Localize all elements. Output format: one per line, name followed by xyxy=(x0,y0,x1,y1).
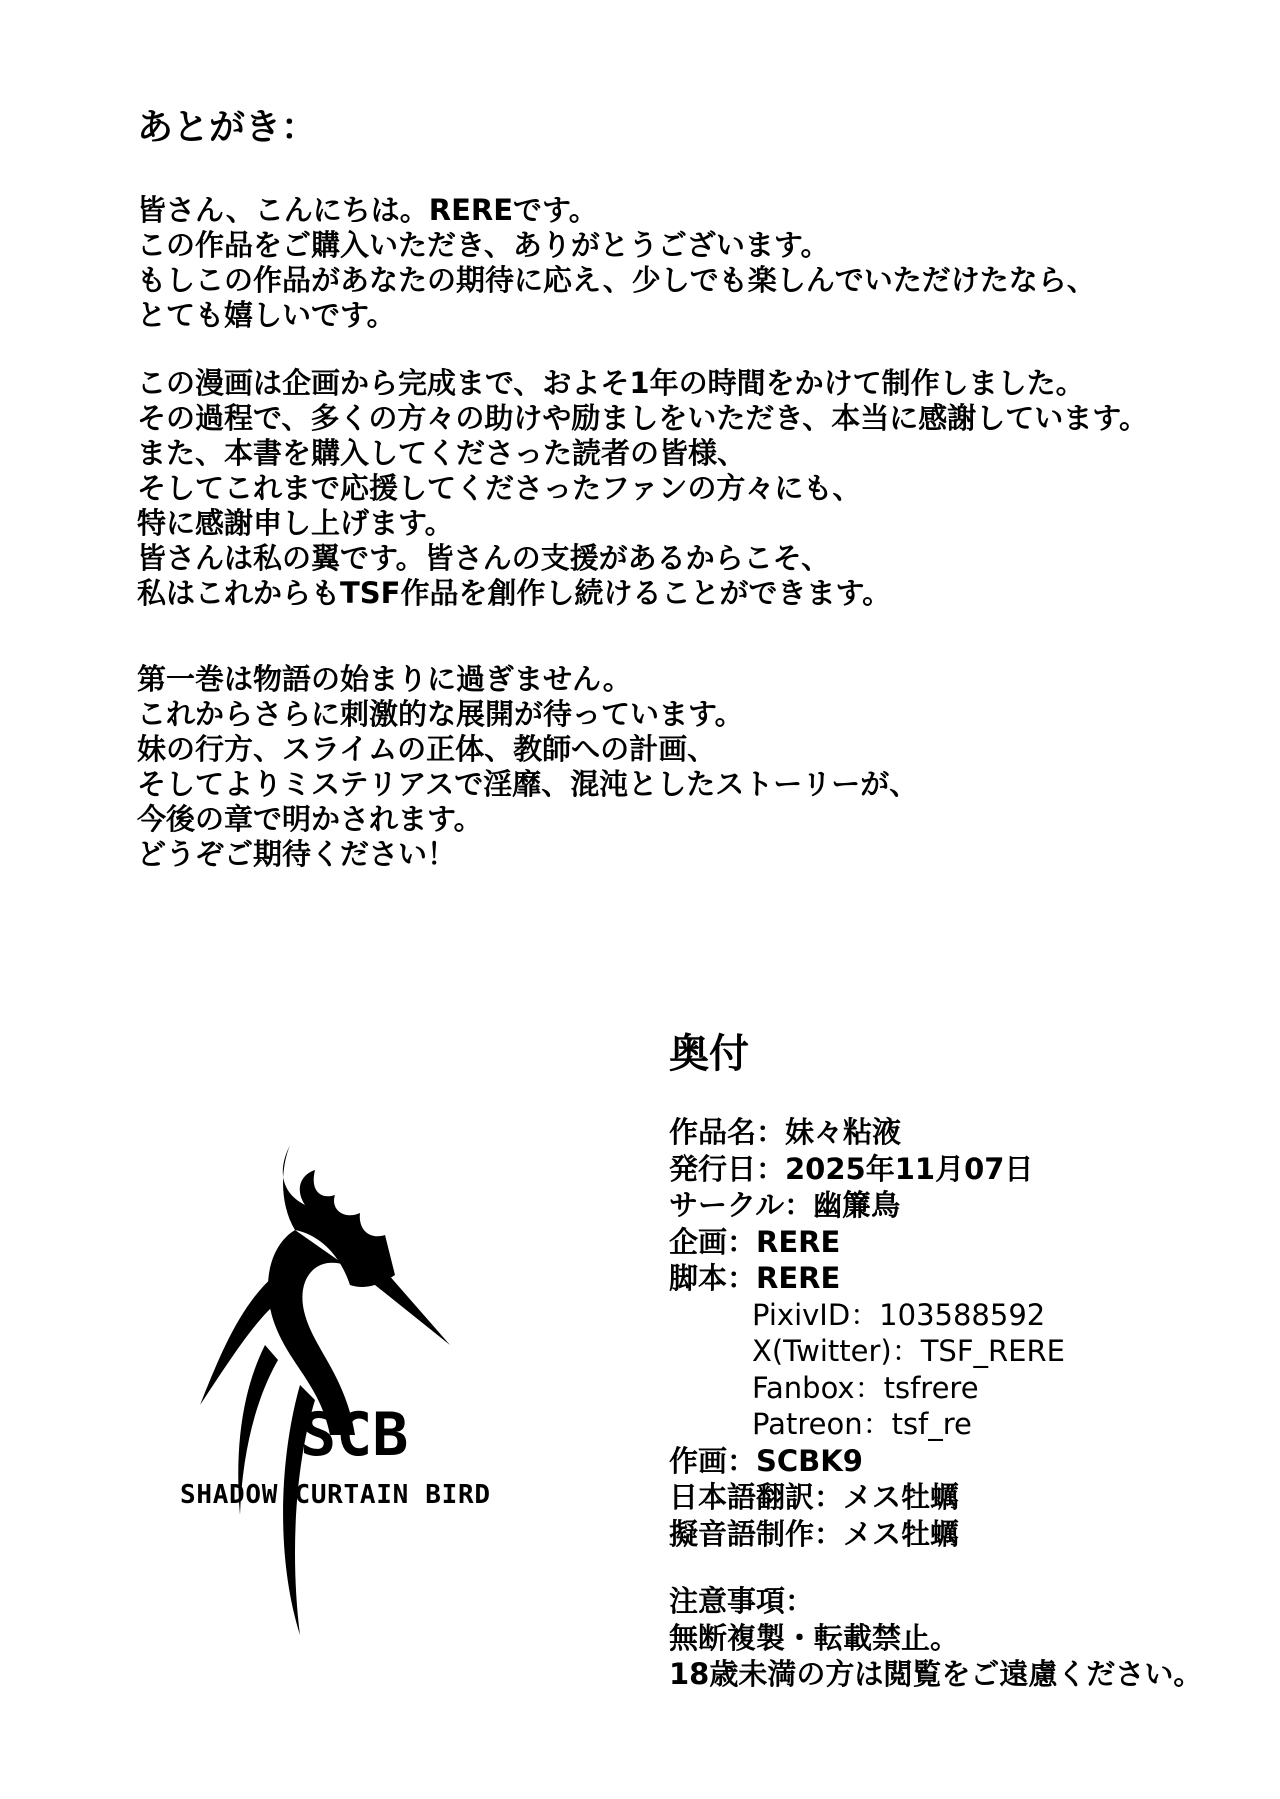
text-line: 皆さん、こんにちは。REREです。 xyxy=(137,193,598,227)
colophon-entry: 脚本：RERE xyxy=(669,1261,841,1295)
notice-line: 無断複製・転載禁止。 xyxy=(669,1620,960,1655)
notice-title: 注意事項： xyxy=(669,1584,815,1618)
text-line: 皆さんは私の翼です。皆さんの支援があるからこそ、 xyxy=(137,541,831,575)
text-line: 妹の行方、スライムの正体、教師への計画、 xyxy=(137,732,717,766)
text-line: 第一巻は物語の始まりに過ぎません。 xyxy=(137,662,632,696)
bird-beak xyxy=(375,1265,450,1345)
text-line: もしこの作品があなたの期待に応え、少しでも楽しんでいただけたなら、 xyxy=(137,263,1096,297)
colophon-entry-patreon: Patreon：tsf_re xyxy=(752,1407,972,1441)
colophon-entry: 擬音語制作：メス牡蠣 xyxy=(669,1516,960,1551)
colophon-entry: 作品名：妹々粘液 xyxy=(669,1115,902,1149)
text-line: この作品をご購入いただき、ありがとうございます。 xyxy=(137,228,830,262)
logo-name: SHADOW CURTAIN BIRD xyxy=(180,1480,490,1510)
logo-monogram: SCB xyxy=(300,1400,409,1470)
colophon-entry: 作画：SCBK9 xyxy=(669,1443,863,1478)
colophon-entries xyxy=(669,1114,1065,1552)
text-line: この漫画は企画から完成まで、およそ1年の時間をかけて制作しました。 xyxy=(137,366,1085,400)
text-line: そしてこれまで応援してくださったファンの方々にも、 xyxy=(137,471,862,505)
colophon-entry-twitter: X(Twitter)：TSF_RERE xyxy=(752,1334,1065,1368)
shadow-curtain-bird-logo xyxy=(180,1135,500,1640)
colophon-entry: サークル：幽簾鳥 xyxy=(669,1188,901,1222)
text-line: 今後の章で明かされます。 xyxy=(137,802,483,836)
text-line: とても嬉しいです。 xyxy=(137,298,396,332)
text-line: どうぞご期待ください！ xyxy=(137,837,457,871)
afterword-paragraph-3 xyxy=(137,662,918,872)
afterword-paragraph-1 xyxy=(137,193,1096,333)
bird-eye-crescent xyxy=(322,1285,345,1316)
afterword-title: あとがき： xyxy=(137,107,318,148)
text-line: 私はこれからもTSF作品を創作し続けることができます。 xyxy=(137,576,892,610)
text-line: これからさらに刺激的な展開が待っています。 xyxy=(137,697,744,731)
colophon-entry-fanbox: Fanbox：tsfrere xyxy=(752,1370,979,1405)
afterword-paragraph-2 xyxy=(137,366,1148,611)
colophon-entry-pixiv: PixivID：103588592 xyxy=(752,1297,1046,1332)
text-line: その過程で、多くの方々の助けや励ましをいただき、本当に感謝しています。 xyxy=(137,401,1148,435)
text-line: 特に感謝申し上げます。 xyxy=(137,506,454,540)
colophon-title: 奥付 xyxy=(669,1031,749,1077)
wing-left-1 xyxy=(200,1275,280,1405)
colophon-entry: 日本語翻訳：メス牡蠣 xyxy=(669,1480,960,1514)
colophon-entry: 発行日：2025年11月07日 xyxy=(669,1151,1034,1186)
notice-line: 18歳未満の方は閲覧をご遠慮ください。 xyxy=(669,1657,1203,1691)
notice-section xyxy=(669,1583,1202,1693)
colophon-entry: 企画：RERE xyxy=(669,1224,841,1259)
text-line: また、本書を購入してくださった読者の皆様、 xyxy=(137,436,747,470)
text-line: そしてよりミステリアスで淫靡、混沌としたストーリーが、 xyxy=(137,767,919,801)
